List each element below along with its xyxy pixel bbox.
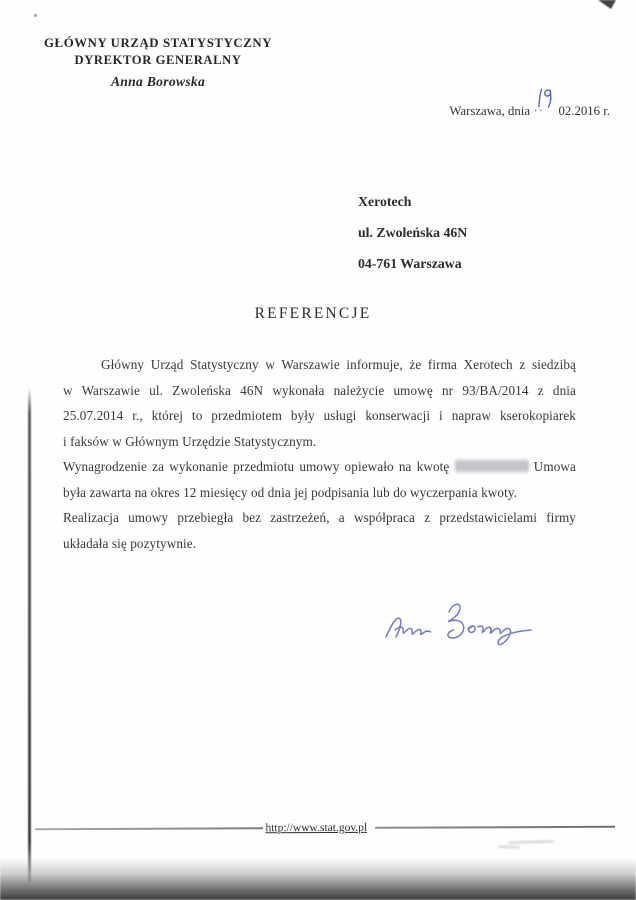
footer-line-left bbox=[35, 827, 263, 830]
letterhead bbox=[44, 36, 272, 90]
recipient-city: 04-761 Warszawa bbox=[358, 256, 462, 271]
recipient-name: Xerotech bbox=[358, 194, 412, 209]
scan-edge-bottom bbox=[0, 858, 636, 900]
body-line: układała się pozytywnie. bbox=[63, 535, 197, 551]
body-line: 25.07.2014 r., której to przedmiotem były usługi konserwacji i napraw kserokopiarek bbox=[63, 408, 576, 423]
amount-sentence-end: Umowa bbox=[533, 459, 576, 474]
dateline-dots: .. bbox=[534, 100, 545, 114]
recipient-address-block bbox=[358, 186, 467, 279]
dateline-prefix: Warszawa, dnia bbox=[449, 104, 531, 118]
scan-corner-mark bbox=[598, 0, 616, 9]
body-line: była zawarta na okres 12 miesięcy od dnia jej podpisania lub do wyczerpania kwoty. bbox=[63, 484, 518, 500]
letter-body bbox=[63, 352, 576, 556]
dateline-suffix: 02.2016 r. bbox=[558, 104, 610, 118]
handwritten-day-19 bbox=[533, 85, 557, 111]
body-line: i faksów w Głównym Urzędzie Statystycznym. bbox=[63, 433, 317, 449]
letter-title: REFERENCJE bbox=[254, 305, 372, 322]
footer-speck bbox=[34, 14, 37, 17]
recipient-street: ul. Zwoleńska 46N bbox=[358, 225, 468, 240]
footer-rule bbox=[35, 821, 615, 836]
scan-edge-left bbox=[28, 388, 31, 882]
letterhead-department: DYREKTOR GENERALNY bbox=[74, 53, 242, 67]
body-line: w Warszawie ul. Zwoleńska 46N wykonała należycie umowę nr 93/BA/2014 z dnia bbox=[63, 382, 576, 398]
redacted-amount bbox=[455, 460, 529, 472]
pencil-smudge bbox=[498, 841, 568, 850]
handwritten-day-field bbox=[533, 101, 555, 115]
body-line: Realizacja umowy przebiegła bez zastrzeżeń, a współpraca z przedstawicielami firmy bbox=[63, 510, 576, 525]
footer-line-right bbox=[375, 826, 615, 829]
dateline bbox=[449, 101, 610, 119]
letterhead-org-name: GŁÓWNY URZĄD STATYSTYCZNY bbox=[44, 36, 273, 50]
letterhead-signatory-name: Anna Borowska bbox=[110, 74, 206, 89]
body-line-with-redaction bbox=[63, 454, 576, 480]
amount-sentence-start: Wynagrodzenie za wykonanie przedmiotu umowy opiewało na kwotę bbox=[63, 459, 450, 474]
footer-url: http://www.stat.gov.pl bbox=[265, 821, 368, 835]
handwritten-signature bbox=[383, 596, 535, 650]
body-line: Główny Urząd Statystyczny w Warszawie informuje, że firma Xerotech z siedzibą bbox=[101, 357, 576, 372]
